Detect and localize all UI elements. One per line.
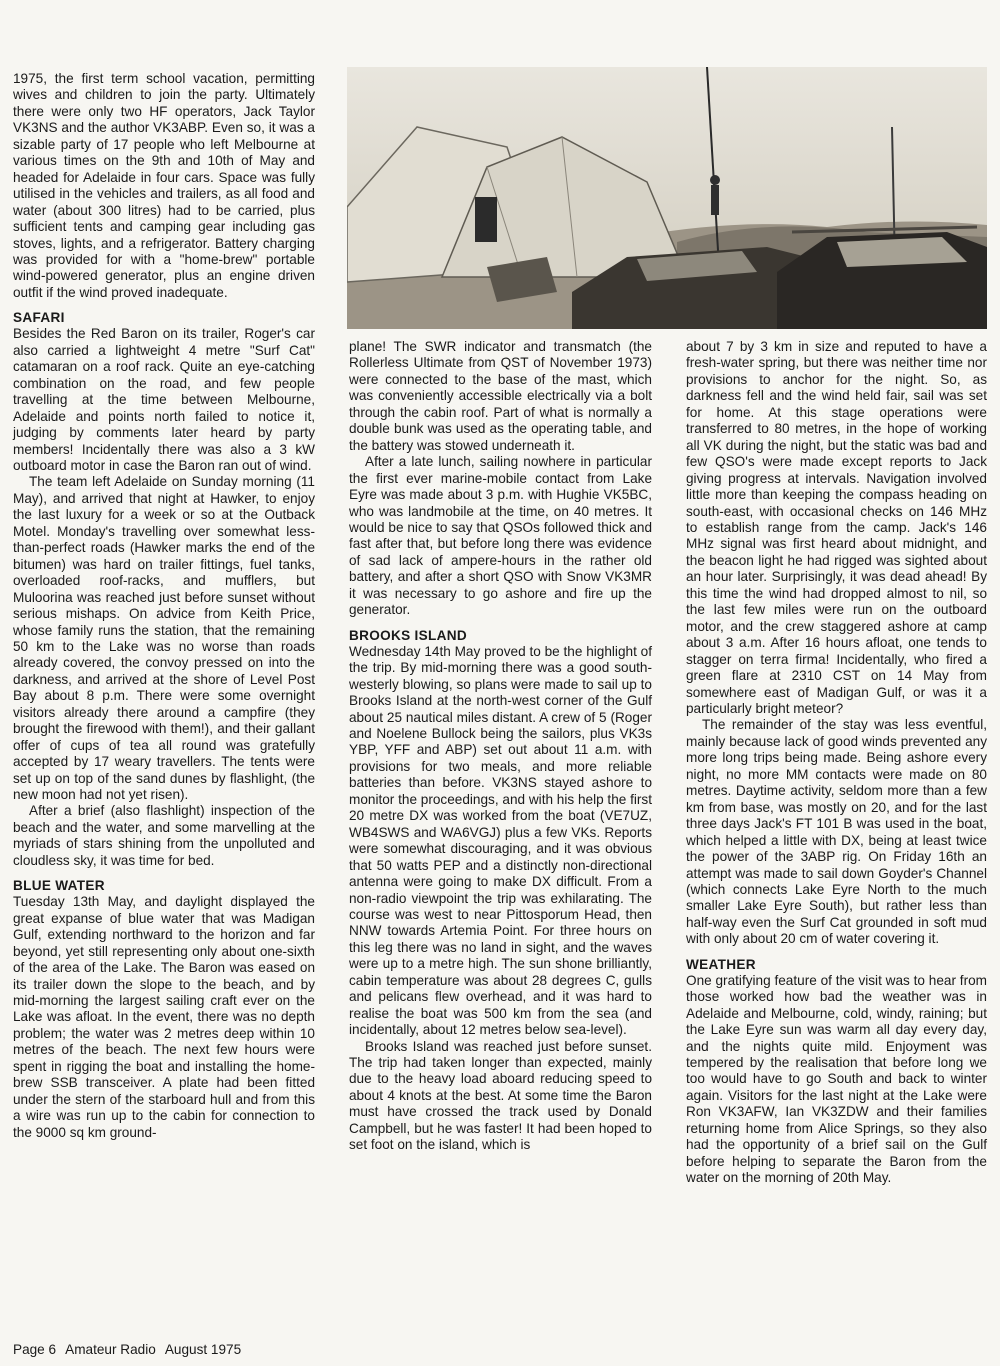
paragraph: After a brief (also flashlight) inspection of the beach and the water, and some marvelling at the myriads of stars shining from the unpolluted and cloudless sky, it was time for bed. (13, 803, 315, 868)
magazine-name: Amateur Radio (65, 1342, 156, 1357)
paragraph: Brooks Island was reached just before sunset. The trip had taken longer than expected, mainly due to the heavy load aboard reducing speed to about 4 knots at the best. At some time the Baron must have crossed the track used by Donald Campbell, but he was faster! It had been hoped to set foot on the island, which is (349, 1038, 652, 1153)
paragraph: 1975, the first term school vacation, permitting wives and children to join the party. Ultimately there were only two HF operators, Jack Taylor VK3NS and the author VK3ABP. Even so, it was a sizable party of 17 people who left Melbourne at various times on the 9th and 10th of May and headed for Adelaide in four cars. Space was fully utilised in the vehicles and trailers, as all food and water (about 300 litres) had to be carried, plus sufficient tents and camping gear including gas stoves, lights, and a refrigerator. Battery charging was provided for with a "home-brew" portable wind-powered generator, plus an engine driven outfit if the wind proved inadequate. (13, 71, 315, 300)
section-heading: BLUE WATER (13, 878, 105, 894)
paragraph: plane! The SWR indicator and transmatch (the Rollerless Ultimate from QST of November 1973) were connected to the base of the mast, which was conveniently accessible electrically via a bolt through the cabin roof. Part of what is normally a double bunk was used as the operating table, and the battery was stowed underneath it. (349, 339, 652, 453)
column-right (686, 339, 987, 1187)
paragraph: The team left Adelaide on Sunday morning (11 May), and arrived that night at Hawker, to enjoy the last luxury for a week or so at the Outback Motel. Monday's travelling over somewhat less-than-perfect roads (Hawker marks the end of the bitumen) was hard on trailer fittings, fuel tanks, overloaded roof-racks, and mufflers, but Muloorina was reached just before sunset without serious mishaps. On advice from Keith Price, whose family runs the station, that the remaining 50 km to the Lake was no worse than roads already covered, the convoy pressed on into the darkness, and arrived at the shore of Level Post Bay about 8 p.m. There were some overnight visitors already there around a campfire (they brought the firewood with them!), and their gallant offer of cups of tea all round was gratefully accepted by 17 weary travellers. The tents were set up on top of the sand dunes by flashlight, (the new moon had not yet risen). (13, 474, 315, 803)
page-number: Page 6 (13, 1342, 57, 1357)
issue-date: August 1975 (164, 1342, 242, 1357)
column-middle (349, 339, 652, 1154)
section-heading: SAFARI (13, 310, 65, 326)
section-heading: WEATHER (686, 956, 756, 972)
paragraph: After a late lunch, sailing nowhere in particular the first ever marine-mobile contact from Lake Eyre was made about 3 p.m. with Hughie VK5BC, who was landmobile at the time, on 40 metres. It would be nice to say that QSOs followed thick and fast after that, but before long there was evidence of sad lack of ampere-hours in the rather old battery, and after a short QSO with Snow VK3MR it was necessary to go ashore and fire up the generator. (349, 454, 652, 618)
paragraph: about 7 by 3 km in size and reputed to have a fresh-water spring, but there was neither time nor provisions to anchor for the night. So, as darkness fell and the wind held fair, sail was set for home. At this stage operations were transferred to 80 metres, in the hope of working all VK during the night, but the static was bad and few QSO's were made except reports to Jack giving progress at intervals. Navigation involved little more than keeping the compass heading on south-east, with occasional checks on 146 MHz to establish range from the camp. Jack's 146 MHz signal was first heard about midnight, and the beacon light he had rigged was sighted about an hour later. Surprisingly, it was dead ahead! By this time the wind had dropped almost to nil, so the last few miles were run on the outboard motor, and the crew staggered ashore at camp about 3 a.m. After 16 hours afloat, one tends to stagger on terra firma! Incidentally, who fired a green flare at 2310 CST on 14 May from somewhere east of Madigan Gulf, or was it a particularly bright meteor? (686, 339, 987, 716)
paragraph: Besides the Red Baron on its trailer, Roger's car also carried a lightweight 4 metre "Surf Cat" catamaran on a roof rack. Quite an eye-catching combination on the road, and few people travelling at the time between Melbourne, Adelaide and points north failed to notice it, judging by comments later heard by party members! Incidentally there was also a 3 kW outboard motor in case the Baron ran out of wind. (13, 326, 315, 473)
paragraph: Tuesday 13th May, and daylight displayed the great expanse of blue water that was Madigan Gulf, extending northward to the horizon and far beyond, yet still representing only about one-sixth of the area of the Lake. The Baron was eased on its trailer down the slope to the beach, and by mid-morning the largest sailing craft ever on the Lake was afloat. In the event, there was no depth problem; the water was 2 metres deep within 10 metres of the beach. The next few hours were spent in rigging the boat and installing the home-brew SSB transceiver. A plate had been fitted under the stern of the starboard hull and from this a wire was run up to the cabin for connection to the 9000 sq km ground- (13, 894, 315, 1140)
page-footer (13, 1342, 247, 1357)
paragraph: Wednesday 14th May proved to be the highlight of the trip. By mid-morning there was a good south-westerly blowing, so plans were made to sail up to Brooks Island at the north-west corner of the Gulf about 25 nautical miles distant. A crew of 5 (Roger and Noelene Bullock being the sailors, plus VK3s YBP, YFF and ABP) set out about 11 a.m. with provisions for two meals, and more reliable batteries than before. VK3NS stayed ashore to monitor the proceedings, and with his help the first 20 metre DX was worked from the boat (VE7UZ, WB4SWS and WA6VGJ) plus a few VKs. Reports were somewhat discouraging, and it was obvious that 50 watts PEP and a distinctly non-directional antenna were going to make DX difficult. From a non-radio viewpoint the trip was exhilarating. The course was west to near Pittosporum Head, then NNW towards Artemia Point. For three hours on this leg there was no land in sight, and the waves were up to a metre high. The sun shone brilliantly, cabin temperature was about 28 degrees C, gulls and pelicans flew overhead, and it was hard to realise the boat was 500 km from the sea (and incidentally, about 12 metres below sea-level). (349, 643, 653, 1038)
paragraph: The remainder of the stay was less eventful, mainly because lack of good winds prevented any more long trips being made. Being ashore every night, no more MM contacts were made on 80 metres. Daytime activity, seldom more than a few km from base, was mostly on 20, and for the last three days Jack's FT 101 B was used in the boat, which helped a little with DX, being at least twice the power of the 3ABP rig. On Friday 16th an attempt was made to sail down Goyder's Channel (which connects Lake Eyre North to the much smaller Lake Eyre South), but rather less than half-way even the Surf Cat grounded in soft mud with only about 20 cm of water covering it. (686, 717, 987, 947)
column-left (13, 71, 315, 1141)
section-heading: BROOKS ISLAND (349, 627, 467, 643)
paragraph: One gratifying feature of the visit was to hear from those worked how bad the weather was in Adelaide and Melbourne, cold, windy, raining; but the Lake Eyre sun was warm all day every day, and the nights quite mild. Enjoyment was tempered by the realisation that before long we too would have to go South and back to winter again. Visitors for the last night at the Lake were Ron VK3AFW, Ian VK3ZDW and their families returning home from Alice Springs, so they also had the opportunity of a brief sail on the Gulf before helping to separate the Baron from the water on the morning of 20th May. (686, 972, 987, 1186)
campsite-photo (347, 67, 987, 329)
